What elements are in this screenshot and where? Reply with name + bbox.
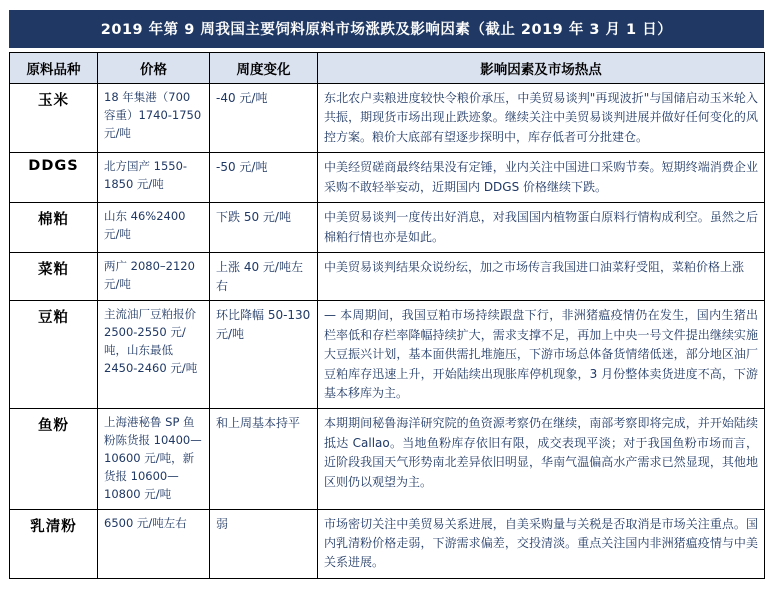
table-header-row	[10, 53, 765, 84]
column-header-name: 原料品种	[10, 53, 98, 84]
cell-ingredient-name: 豆粕	[10, 301, 98, 409]
cell-ingredient-name: 玉米	[10, 84, 98, 153]
feed-ingredient-table	[9, 52, 765, 579]
cell-weekly-change: -40 元/吨	[210, 84, 318, 153]
table-row	[10, 203, 765, 253]
cell-ingredient-name: 菜粕	[10, 253, 98, 301]
cell-ingredient-name: 棉粕	[10, 203, 98, 253]
cell-weekly-change: 环比降幅 50-130 元/吨	[210, 301, 318, 409]
cell-price: 上海港秘鲁 SP 鱼粉陈货报 10400—10600 元/吨，新货报 10600—10800 元/吨	[98, 409, 210, 509]
table-row	[10, 253, 765, 301]
table-row	[10, 509, 765, 578]
cell-weekly-change: 弱	[210, 509, 318, 578]
cell-price: 18 年集港（700 容重）1740-1750 元/吨	[98, 84, 210, 153]
cell-weekly-change: 上涨 40 元/吨左右	[210, 253, 318, 301]
cell-weekly-change: 下跌 50 元/吨	[210, 203, 318, 253]
page-title: 2019 年第 9 周我国主要饲料原料市场涨跌及影响因素（截止 2019 年 3 月 1 日）	[9, 10, 764, 48]
cell-ingredient-name: DDGS	[10, 153, 98, 203]
cell-ingredient-name: 乳清粉	[10, 509, 98, 578]
table-row	[10, 153, 765, 203]
cell-market-note: 中美贸易谈判结果众说纷纭，加之市场传言我国进口油菜籽受阻，菜粕价格上涨	[318, 253, 765, 301]
cell-price: 山东 46%2400 元/吨	[98, 203, 210, 253]
table-row	[10, 84, 765, 153]
cell-market-note: — 本周期间，我国豆粕市场持续跟盘下行，非洲猪瘟疫情仍在发生，国内生猪出栏率低和存栏率降幅持续扩大，需求支撑不足，再加上中央一号文件提出继续实施大豆振兴计划，基本面供需扎堆施压，下游市场总体备货情绪低迷，部分地区油厂豆粕库存迅速上升，开始陆续出现胀库停机现象，3 月份整体卖货进度不高，下游基本移库为主。	[318, 301, 765, 409]
table-body	[10, 84, 765, 579]
cell-market-note: 本期期间秘鲁海洋研究院的鱼资源考察仍在继续，南部考察即将完成，并开始陆续抵达 Callao。当地鱼粉库存依旧有限，成交表现平淡；对于我国鱼粉市场而言，近阶段我国天气形势南北差异依旧明显，华南气温偏高水产需求已然显现，其他地区则仍以观望为主。	[318, 409, 765, 509]
cell-price: 两广 2080–2120 元/吨	[98, 253, 210, 301]
cell-price: 主流油厂豆粕报价 2500-2550 元/吨，山东最低 2450-2460 元/吨	[98, 301, 210, 409]
column-header-change: 周度变化	[210, 53, 318, 84]
cell-price: 北方国产 1550-1850 元/吨	[98, 153, 210, 203]
cell-ingredient-name: 鱼粉	[10, 409, 98, 509]
cell-weekly-change: 和上周基本持平	[210, 409, 318, 509]
table-row	[10, 301, 765, 409]
cell-market-note: 市场密切关注中美贸易关系进展，自美采购量与关税是否取消是市场关注重点。国内乳清粉价格走弱，下游需求偏差，交投清淡。重点关注国内非洲猪瘟疫情与中美关系进展。	[318, 509, 765, 578]
table-header	[10, 53, 765, 84]
cell-market-note: 东北农户卖粮进度较快令粮价承压，中美贸易谈判"再现波折"与国储启动玉米轮入共振，期现货市场出现止跌迹象。继续关注中美贸易谈判进展并做好任何变化的风控方案。粮价大底部有望逐步探明中，库存低者可分批建仓。	[318, 84, 765, 153]
column-header-note: 影响因素及市场热点	[318, 53, 765, 84]
column-header-price: 价格	[98, 53, 210, 84]
cell-weekly-change: -50 元/吨	[210, 153, 318, 203]
cell-price: 6500 元/吨左右	[98, 509, 210, 578]
cell-market-note: 中美经贸磋商最终结果没有定锤，业内关注中国进口采购节奏。短期终端消费企业采购不敢轻举妄动，近期国内 DDGS 价格继续下跌。	[318, 153, 765, 203]
table-row	[10, 409, 765, 509]
cell-market-note: 中美贸易谈判一度传出好消息，对我国国内植物蛋白原料行情构成利空。虽然之后棉粕行情也亦是如此。	[318, 203, 765, 253]
